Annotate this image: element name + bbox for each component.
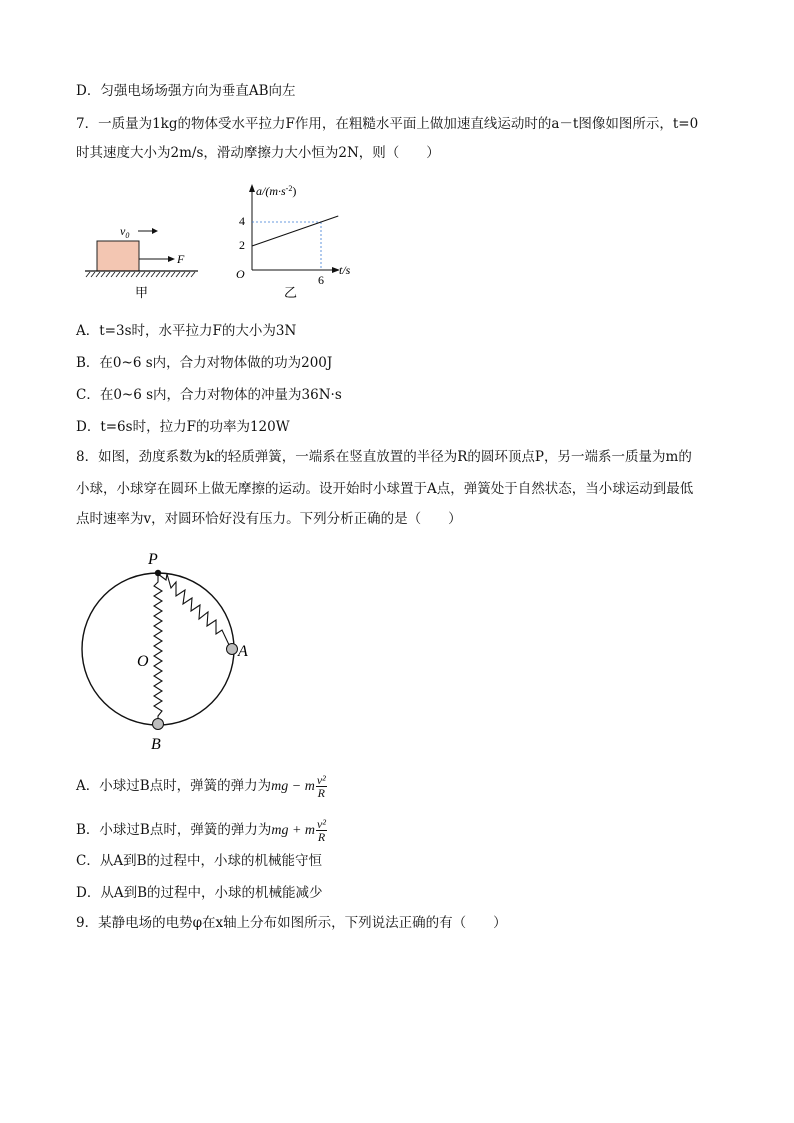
q8-option-c: C．从A到B的过程中，小球的机械能守恒 [76, 853, 322, 869]
y-axis-arrow-icon [249, 184, 255, 192]
label-o: O [137, 653, 149, 670]
spring-pb [154, 574, 162, 724]
fig-jia-caption: 甲 [135, 285, 149, 300]
force-label: F [177, 252, 185, 266]
y-axis-label: $a/(m\cdot s^{-2})$ [256, 184, 297, 198]
q7-option-d: D．t=6s时，拉力F的功率为120W [76, 419, 290, 435]
q7-option-b: B．在0~6 s内，合力对物体做的功为200J [76, 355, 333, 371]
ground-hatch [86, 272, 195, 277]
q6-option-d: D．匀强电场场强方向为垂直AB向左 [76, 83, 296, 99]
block [97, 241, 139, 271]
label-b: B [151, 736, 161, 753]
q8-stem-line1: 8．如图，劲度系数为k的轻质弹簧，一端系在竖直放置的半径为R的圆环顶点P，另一端系一质量为m的 [76, 449, 692, 465]
tick-y-2: 2 [239, 238, 245, 252]
label-a: A [238, 643, 248, 660]
fraction-v2-over-r: $\frac{\text{v²}}{R}$ [316, 773, 326, 800]
x-axis-label: t/s [339, 263, 351, 277]
q7-figure-jia [80, 215, 210, 305]
spring-pa [158, 574, 230, 647]
q8-option-a: A．小球过B点时，弹簧的弹力为mg − m $\frac{\text{v²}}{R}$ [76, 773, 326, 800]
q7-stem-line2: 时其速度大小为2m/s，滑动摩擦力大小恒为2N，则（ ） [76, 145, 440, 161]
q8-option-b: B．小球过B点时，弹簧的弹力为mg + m $\frac{\text{v²}}{R}$ [76, 817, 326, 844]
ball-b [153, 719, 164, 730]
v0-arrow-icon [152, 228, 158, 234]
q8-option-d: D．从A到B的过程中，小球的机械能减少 [76, 885, 323, 901]
point-p [155, 570, 161, 576]
q8-stem-line2: 小球，小球穿在圆环上做无摩擦的运动。设开始时小球置于A点，弹簧处于自然状态，当小球运动到最低 [76, 481, 694, 497]
tick-y-4: 4 [239, 214, 245, 228]
force-arrow-icon [168, 256, 175, 262]
label-p: P [148, 551, 158, 568]
q9-stem: 9．某静电场的电势φ在x轴上分布如图所示，下列说法正确的有（ ） [76, 915, 507, 931]
origin-label: O [236, 267, 245, 281]
q8-figure-ring [70, 542, 270, 757]
q7-option-c: C．在0~6 s内，合力对物体的冲量为36N·s [76, 387, 342, 403]
fraction-v2-over-r: $\frac{\text{v²}}{R}$ [317, 817, 326, 844]
fig-yi-caption: 乙 [284, 285, 298, 300]
q7-stem-line1: 7．一质量为1kg的物体受水平拉力F作用，在粗糙水平面上做加速直线运动时的a－t图像如图所示，t=0 [76, 116, 699, 132]
series-line [252, 216, 338, 246]
v0-label: $v_0$ [120, 224, 130, 240]
q7-figure-yi [228, 180, 368, 300]
q8-stem-line3: 点时速率为v，对圆环恰好没有压力。下列分析正确的是（ ） [76, 511, 462, 527]
tick-x-6: 6 [318, 273, 324, 287]
q7-option-a: A．t=3s时，水平拉力F的大小为3N [76, 323, 297, 339]
ball-a [227, 644, 238, 655]
